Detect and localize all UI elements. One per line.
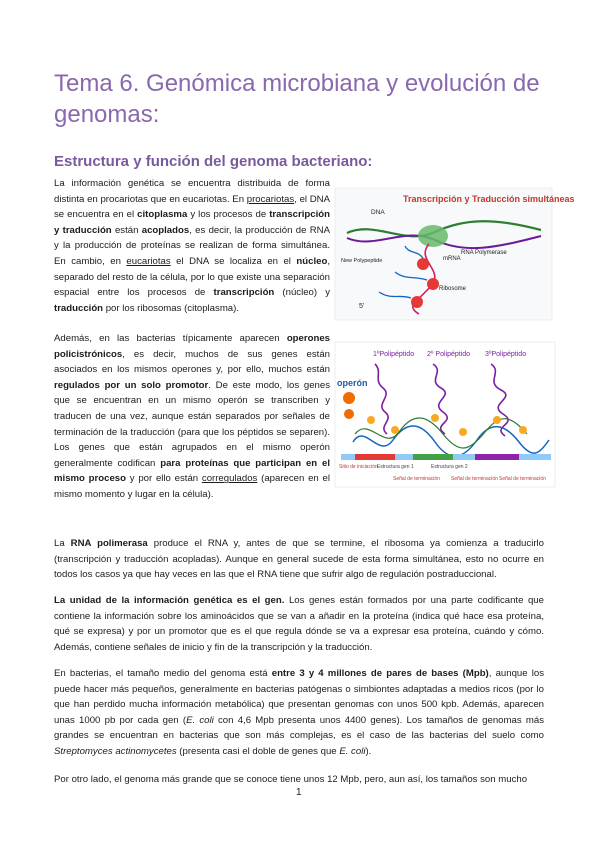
label-estructura-gen-2: Estructura gen 2	[431, 464, 468, 470]
label-polipeptido-2: 2º Polipéptido	[427, 351, 471, 358]
ribosome-shape	[391, 426, 399, 434]
label-five-prime: 5'	[359, 303, 365, 310]
text-run: , es decir, la producción de RNA y la producción de proteínas se realizan de forma simultánea. En cambio, en	[54, 224, 330, 267]
text-run: corregulados	[201, 473, 258, 485]
ribosome-shape	[411, 296, 423, 308]
text-run: La información genética se encuentra distribuida de forma distinta en procariotas que en eucariotas. En	[54, 178, 330, 205]
text-run: regulados por un solo promotor	[54, 379, 209, 391]
text-run: E. coli	[339, 745, 366, 757]
ribosome-shape	[367, 416, 375, 424]
text-run: En bacterias, el tamaño medio del genoma está	[54, 668, 272, 679]
label-polipeptido-1: 1ºPolipéptido	[373, 351, 415, 358]
text-run: por los ribosomas (citoplasma).	[103, 302, 240, 314]
text-run: acoplados	[141, 224, 190, 236]
fig1-title: Transcripción y Traducción simultáneas	[403, 194, 575, 204]
text-run: Por otro lado, el genoma más grande que se conoce tiene unos 12 Mpb, pero, aun así, los tamaños son mucho	[54, 774, 528, 785]
text-run: procariotas	[246, 193, 295, 205]
text-run: La	[54, 538, 71, 549]
label-dna: DNA	[371, 209, 385, 216]
text-run: La unidad de la información genética es el gen.	[54, 595, 285, 606]
label-rna-polymerase: RNA Polymerase	[461, 250, 507, 256]
ribosome-shape	[493, 416, 501, 424]
label-senal-terminacion-3: Señal de terminación	[499, 476, 546, 482]
text-run: Streptomyces actinomycetes	[54, 745, 177, 757]
ribosome-shape	[459, 428, 467, 436]
gene-segment	[355, 454, 395, 460]
text-run: (aparecen en el mismo momento y lugar en la célula).	[54, 473, 330, 500]
text-run: citoplasma	[137, 209, 188, 221]
text-run: traducción	[54, 302, 104, 314]
text-run: (núcleo) y	[274, 287, 330, 299]
operon-figure	[335, 342, 555, 487]
text-run: , separado del resto de la célula, por lo que existe una separación espacial entre los procesos de	[54, 255, 330, 299]
text-run: para proteínas que participan en el mismo proceso	[54, 457, 331, 485]
label-estructura-gen-1: Estructura gen 1	[377, 464, 414, 470]
text-run: , el DNA se encuentra en el	[54, 193, 330, 221]
paragraph	[54, 176, 330, 316]
ribosome-shape	[519, 426, 527, 434]
page-title: Tema 6. Genómica microbiana y evolución de genomas:	[54, 70, 540, 128]
text-run: , aunque los puede hacer más pequeños, generalmente en bacterias patógenas o simbiontes adaptadas a medios ricos (por lo que han perdido mucha información metabólica) que presentan genomas con unos 500 kpb. Además, aparecen unas 1000 pb por cada gen (	[54, 668, 545, 726]
ribosome-shape	[427, 278, 439, 290]
text-run: E. coli	[186, 714, 214, 726]
gene-segment	[413, 454, 453, 460]
text-run: entre 3 y 4 millones de pares de bases (Mpb)	[271, 668, 489, 679]
paragraph	[54, 536, 544, 583]
text-run: ).	[365, 745, 372, 757]
label-ribosome: Ribosome	[439, 286, 467, 292]
text-run: Los genes están formados por una parte codificante que contiene la información sobre los aminoácidos que se van a añadir en la proteína (indica qué hace esa proteína, qué se expresa) y por un promotor que es el que regula dónde se va a expresar esa proteína, cuándo y cómo. Además, contiene señales de inicio y fin de la transcripción y la traducción.	[54, 595, 544, 653]
label-mrna: mRNA	[443, 256, 461, 262]
paragraph	[54, 593, 544, 655]
text-run: Además, en las bacterias típicamente aparecen	[54, 333, 287, 344]
paragraph	[54, 666, 544, 760]
label-senal-terminacion-1: Señal de terminación	[393, 476, 440, 482]
label-senal-terminacion-2: Señal de terminación	[451, 476, 498, 482]
text-run: transcripción	[213, 287, 275, 299]
label-new-polypeptide: New Polypeptide	[341, 258, 383, 264]
text-run: el DNA se localiza en el	[170, 255, 297, 267]
text-run: transcripción y traducción	[54, 209, 330, 236]
text-run: eucariotas	[126, 255, 171, 267]
page-number: 1	[296, 787, 302, 798]
text-run: RNA polimerasa	[70, 538, 148, 549]
text-run: están	[111, 224, 142, 236]
rna-polymerase-shape	[343, 392, 355, 404]
section-heading: Estructura y función del genoma bacteriano:	[54, 153, 373, 170]
paragraph	[54, 772, 544, 788]
ribosome-shape	[417, 258, 429, 270]
rna-polymerase-shape	[418, 225, 448, 247]
label-polipeptido-3: 3ºPolipéptido	[485, 351, 527, 358]
rna-polymerase-shape	[344, 409, 354, 419]
text-run: (presenta casi el doble de genes que	[176, 745, 340, 757]
ribosome-shape	[431, 414, 439, 422]
paragraph	[54, 331, 330, 503]
gene-segment	[475, 454, 519, 460]
text-run: núcleo	[296, 255, 328, 267]
text-run: y los procesos de	[187, 209, 270, 221]
text-run: operones policistrónicos	[54, 333, 330, 360]
label-sitio-iniciacion: Sitio de iniciación	[339, 464, 378, 470]
text-run: con 4,6 Mpb presenta unos 4400 genes). Los tamaños de genomas más grandes se encuentran en bacterias que son más complejas, es el caso de las bacterias del suelo como	[54, 714, 544, 742]
label-operon: operón	[337, 378, 368, 388]
text-run: y por ello están	[126, 473, 202, 485]
transcription-translation-figure	[335, 188, 575, 320]
text-run: produce el RNA y, antes de que se termine, el ribosoma ya comienza a traducirlo (transcripción y traducción acopladas). Aunque en general sucede de esta forma simultánea, esto no ocurre en todos los casos ya que hay veces en las que el RNA tiene que sufrir algo de regulación postraduccional.	[54, 538, 544, 581]
text-run: , es decir, muchos de sus genes están asociados en los mismos operones y, por ello, muchos están	[54, 348, 330, 376]
text-run: . De este modo, los genes que se encuentran en un mismo operón se transcriben y traducen de una vez, aunque están separados por señales de terminación de la traducción (para que los péptidos se separen). Los genes que están agrupados en el mismo operón generalmente codifican	[54, 379, 330, 469]
